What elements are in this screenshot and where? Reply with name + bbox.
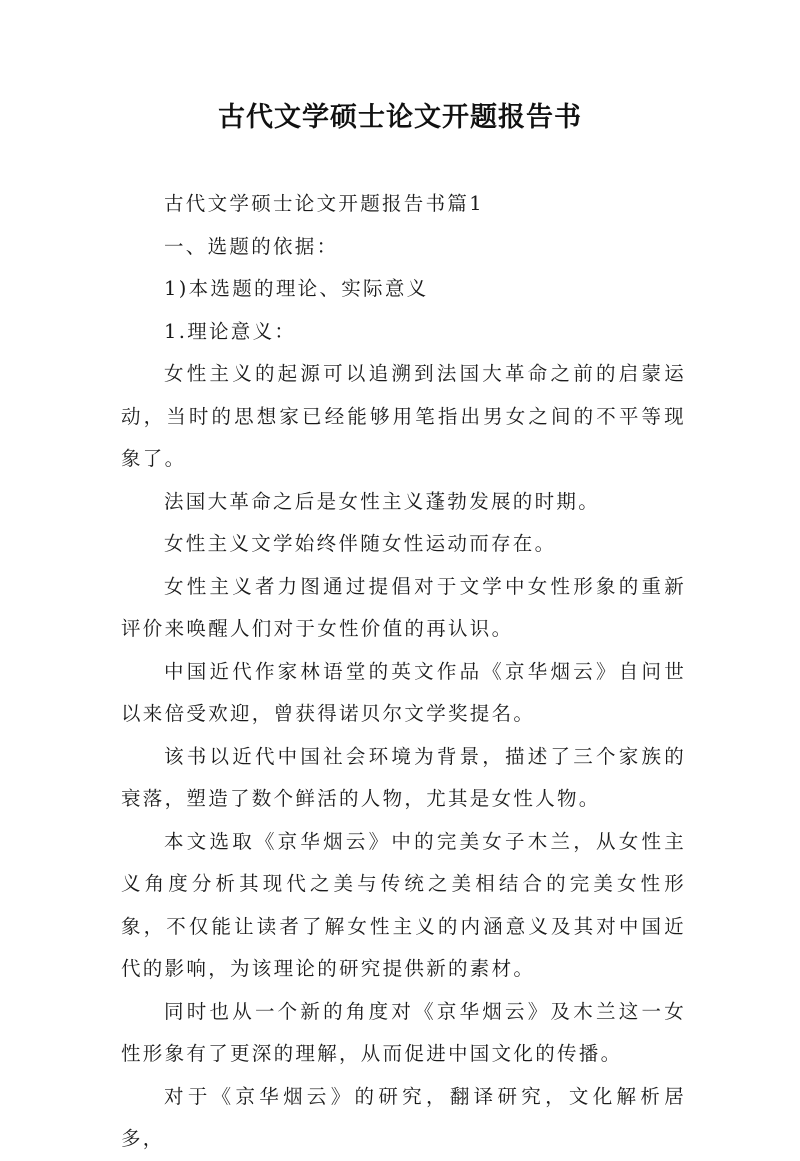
paragraph: 中国近代作家林语堂的英文作品《京华烟云》自问世以来倍受欢迎，曾获得诺贝尔文学奖提名。: [121, 659, 686, 725]
document-body: [121, 183, 686, 1161]
paragraph: 该书以近代中国社会环境为背景，描述了三个家族的衰落，塑造了数个鲜活的人物，尤其是女性人物。: [121, 744, 686, 810]
paragraph: 法国大革命之后是女性主义蓬勃发展的时期。: [164, 489, 601, 513]
paragraph: 女性主义的起源可以追溯到法国大革命之前的启蒙运动，当时的思想家已经能够用笔指出男女之间的不平等现象了。: [121, 362, 686, 470]
paragraph: 同时也从一个新的角度对《京华烟云》及木兰这一女性形象有了更深的理解，从而促进中国文化的传播。: [121, 999, 686, 1065]
paragraph-item-heading: 1.理论意义：: [164, 319, 297, 343]
paragraph: 女性主义文学始终伴随女性运动而存在。: [164, 532, 557, 555]
paragraph-heading: 古代文学硕士论文开题报告书篇1: [164, 192, 484, 215]
paragraph-subsection-heading: 1)本选题的理论、实际意义: [164, 277, 429, 300]
paragraph: 女性主义者力图通过提倡对于文学中女性形象的重新评价来唤醒人们对于女性价值的再认识。: [121, 574, 686, 640]
paragraph: 本文选取《京华烟云》中的完美女子木兰，从女性主义角度分析其现代之美与传统之美相结合的完美女性形象，不仅能让读者了解女性主义的内涵意义及其对中国近代的影响，为该理论的研究提供新的素材。: [121, 829, 686, 980]
paragraph: 对于《京华烟云》的研究，翻译研究，文化解析居多，: [121, 1084, 686, 1150]
paragraph-section-heading: 一、选题的依据：: [164, 234, 339, 258]
document-title: 古代文学硕士论文开题报告书: [218, 102, 582, 133]
